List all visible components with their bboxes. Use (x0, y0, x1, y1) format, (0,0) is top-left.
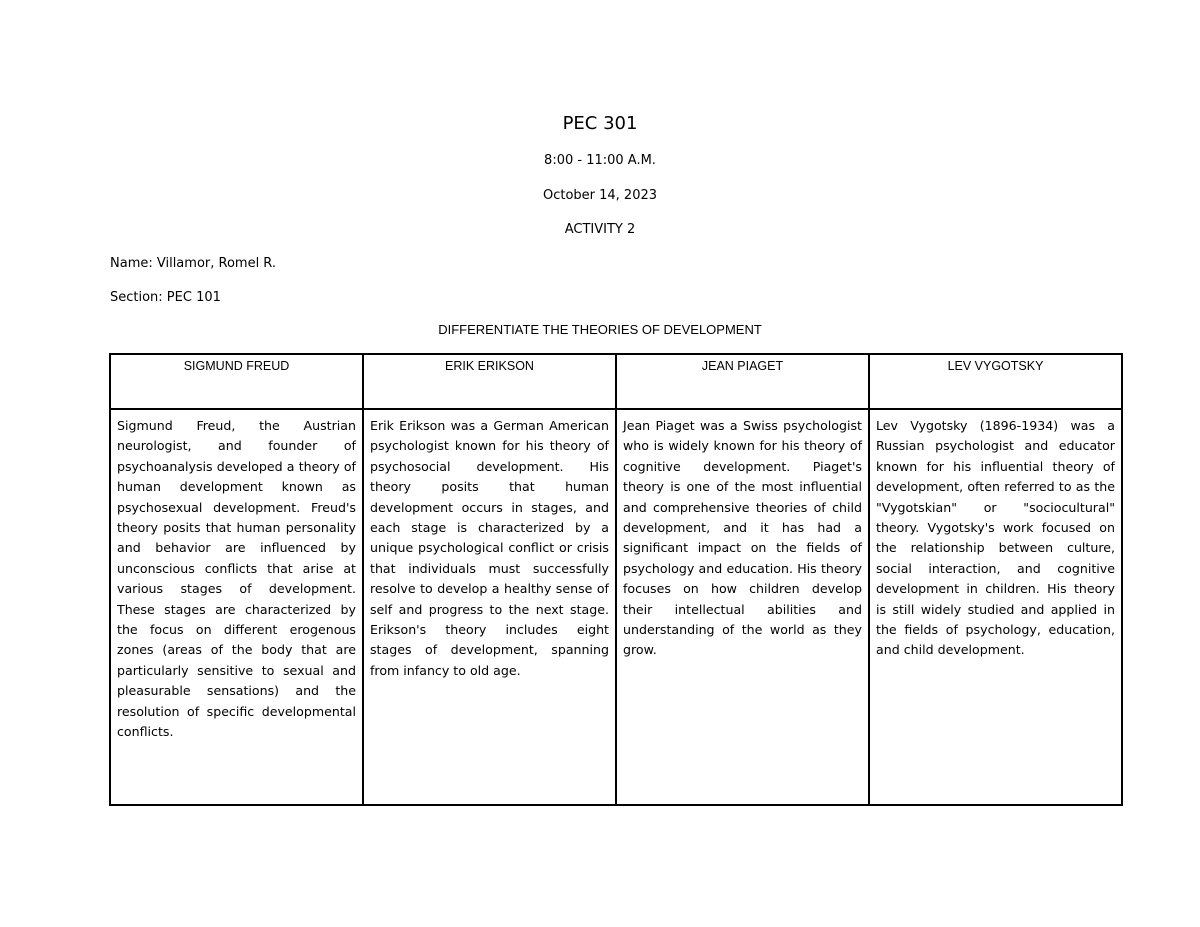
table-body-row (110, 409, 1122, 805)
text-cell-erikson: Erik Erikson was a German American psychologist known for his theory of psychosocial development. His theory posits that human development occurs in stages, and each stage is characterized by a unique psychological conflict or crisis that individuals must successfully resolve to develop a healthy sense of self and progress to the next stage. Erikson's theory includes eight stages of development, spanning from infancy to old age. (363, 409, 616, 805)
activity-date: October 14, 2023 (542, 188, 658, 203)
header-cell-piaget: JEAN PIAGET (616, 354, 869, 409)
student-section: Section: PEC 101 (110, 290, 221, 305)
header-cell-vygotsky: LEV VYGOTSKY (869, 354, 1122, 409)
text-cell-freud: Sigmund Freud, the Austrian neurologist, and founder of psychoanalysis developed a theory of human development known as psychosexual development. Freud's theory posits that human personality and behavior are influenced by unconscious conflicts that arise at various stages of development. These stages are characterized by the focus on different erogenous zones (areas of the body that are particularly sensitive to sexual and pleasurable sensations) and the resolution of specific developmental conflicts. (110, 409, 363, 805)
activity-label: ACTIVITY 2 (564, 222, 636, 237)
text-cell-vygotsky: Lev Vygotsky (1896-1934) was a Russian psychologist and educator known for his influential theory of development, often referred to as the "Vygotskian" or "sociocultural" theory. Vygotsky's work focused on the relationship between culture, social interaction, and cognitive development in children. His theory is still widely studied and applied in the fields of psychology, education, and child development. (869, 409, 1122, 805)
course-title: PEC 301 (562, 113, 638, 134)
header-cell-freud: SIGMUND FREUD (110, 354, 363, 409)
table-header-row (110, 354, 1122, 409)
table-title: DIFFERENTIATE THE THEORIES OF DEVELOPMENT (438, 322, 762, 337)
student-name: Name: Villamor, Romel R. (110, 256, 277, 271)
text-cell-piaget: Jean Piaget was a Swiss psychologist who is widely known for his theory of cognitive development. Piaget's theory is one of the most influential and comprehensive theories of child development, and it has had a significant impact on the fields of psychology and education. His theory focuses on how children develop their intellectual abilities and understanding of the world as they grow. (616, 409, 869, 805)
theories-table (109, 353, 1123, 806)
class-time: 8:00 - 11:00 A.M. (544, 153, 656, 168)
header-cell-erikson: ERIK ERIKSON (363, 354, 616, 409)
